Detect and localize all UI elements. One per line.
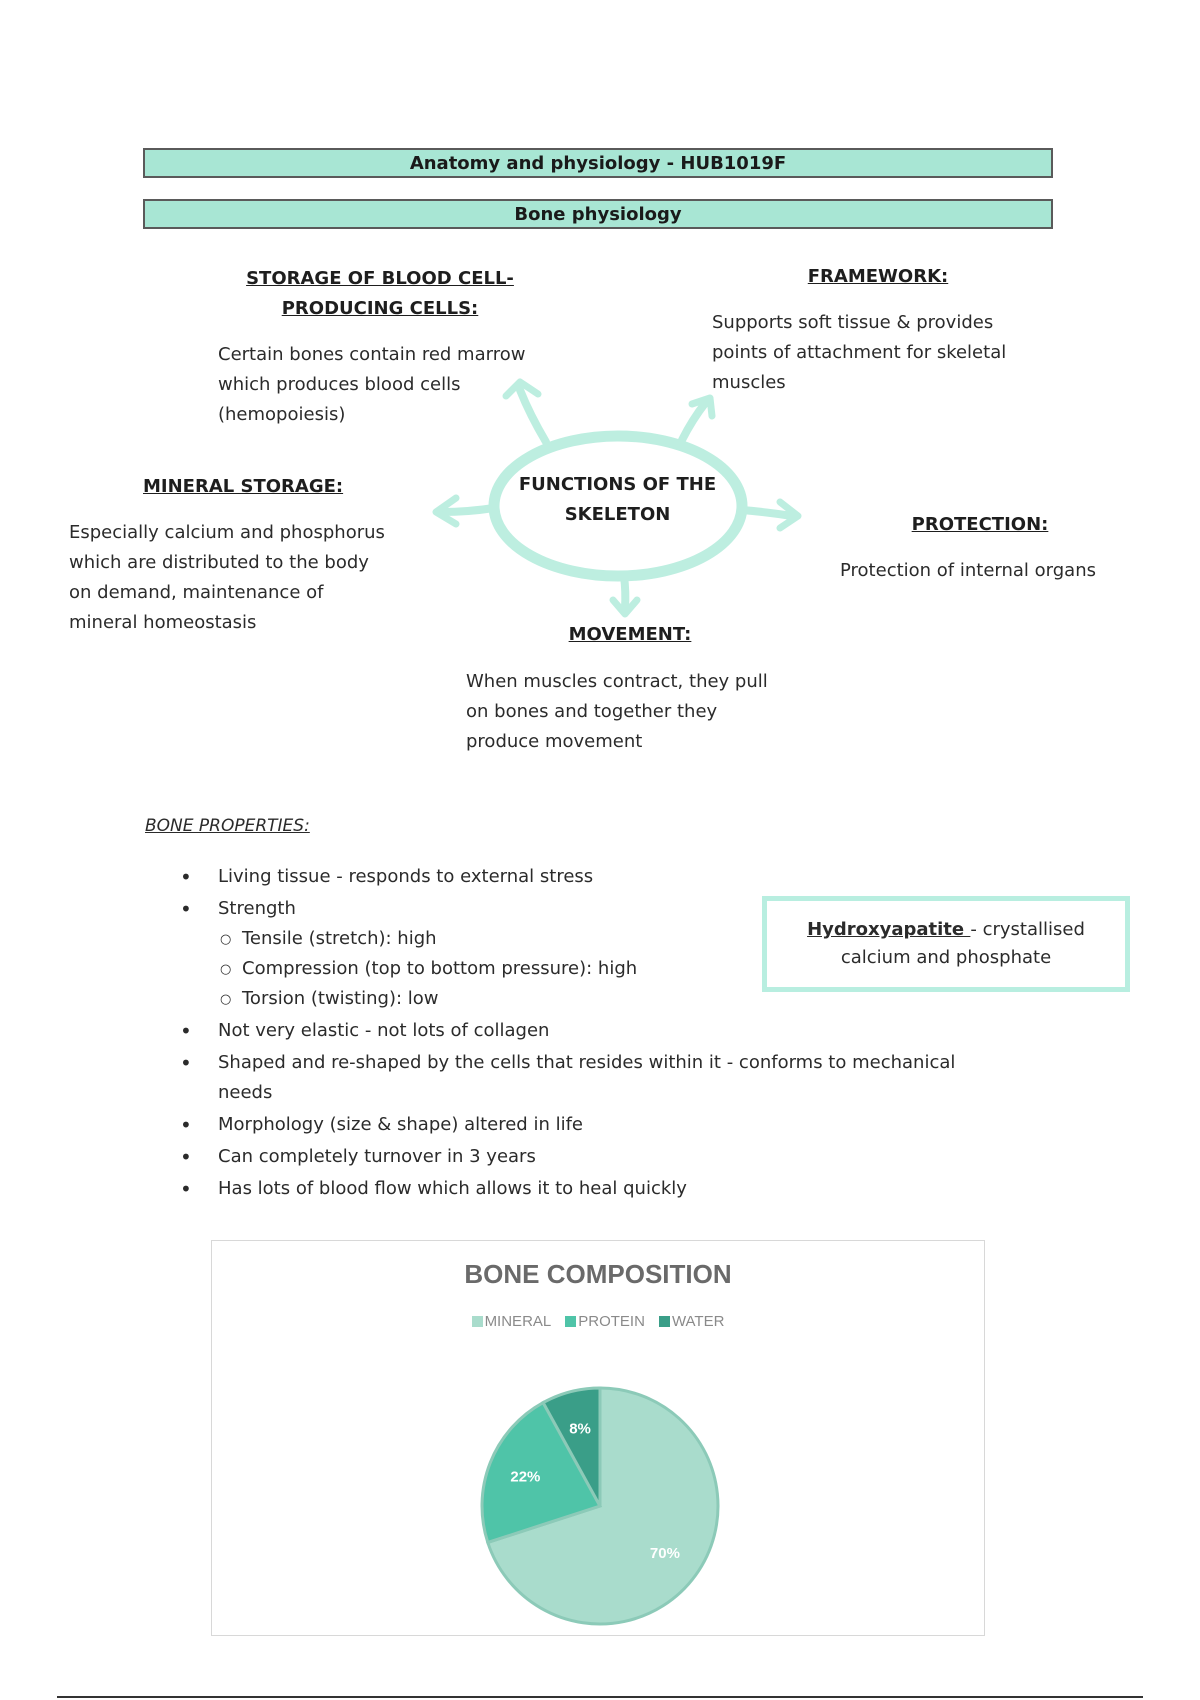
hydroxyapatite-term: Hydroxyapatite bbox=[807, 919, 971, 940]
movement-heading: MOVEMENT: bbox=[568, 624, 692, 645]
course-title-bar bbox=[143, 148, 1053, 178]
storage-heading-line2: PRODUCING CELLS: bbox=[281, 298, 479, 319]
list-item: • Has lots of blood flow which allows it to heal quickly bbox=[170, 1174, 1040, 1204]
sublist-item: ○ Compression (top to bottom pressure): high bbox=[170, 954, 1040, 984]
list-item: • Morphology (size & shape) altered in life bbox=[170, 1110, 1040, 1140]
sublist-item: ○ Torsion (twisting): low bbox=[170, 984, 1040, 1014]
legend-label: PROTEIN bbox=[578, 1313, 645, 1330]
sublist-item: ○ Tensile (stretch): high bbox=[170, 924, 1040, 954]
movement-text-line1: When muscles contract, they pull bbox=[466, 671, 768, 692]
storage-heading-line1: STORAGE OF BLOOD CELL- bbox=[246, 268, 514, 289]
framework-text-line2: points of attachment for skeletal bbox=[712, 342, 1007, 363]
list-item-continuation: needs bbox=[218, 1082, 273, 1103]
movement-text-line3: produce movement bbox=[466, 731, 643, 752]
pie-data-label: 22% bbox=[510, 1468, 541, 1486]
page-bottom-rule bbox=[57, 1696, 1143, 1698]
protection-heading: PROTECTION: bbox=[911, 514, 1049, 535]
mineral-text-line3: on demand, maintenance of bbox=[69, 582, 324, 603]
pie-chart-svg bbox=[212, 1241, 986, 1637]
framework-heading: FRAMEWORK: bbox=[807, 266, 949, 287]
mineral-text-line1: Especially calcium and phosphorus bbox=[69, 522, 385, 543]
list-item: • Can completely turnover in 3 years bbox=[170, 1142, 1040, 1172]
framework-text-line3: muscles bbox=[712, 372, 786, 393]
protection-text: Protection of internal organs bbox=[840, 560, 1096, 581]
storage-text-line3: (hemopoiesis) bbox=[218, 404, 346, 425]
hydroxyapatite-definition-line2: calcium and phosphate bbox=[840, 947, 1052, 968]
mineral-storage-heading: MINERAL STORAGE: bbox=[143, 476, 344, 497]
storage-text-line2: which produces blood cells bbox=[218, 374, 461, 395]
mineral-text-line2: which are distributed to the body bbox=[69, 552, 369, 573]
storage-text-line1: Certain bones contain red marrow bbox=[218, 344, 526, 365]
list-item: • Living tissue - responds to external stress bbox=[170, 862, 1040, 892]
arrow-upper-right bbox=[682, 402, 706, 440]
arrow-upper-left bbox=[520, 390, 546, 442]
framework-text-line1: Supports soft tissue & provides bbox=[712, 312, 994, 333]
arrow-right bbox=[742, 510, 792, 516]
course-title: Anatomy and physiology - HUB1019F bbox=[409, 152, 787, 174]
list-item: • Not very elastic - not lots of collagen bbox=[170, 1016, 1040, 1046]
arrow-left bbox=[442, 508, 494, 512]
hydroxyapatite-definition-line1: - crystallised bbox=[970, 919, 1085, 940]
pie-data-label: 8% bbox=[569, 1420, 591, 1438]
bone-composition-chart bbox=[211, 1240, 985, 1636]
topic-title: Bone physiology bbox=[514, 203, 682, 225]
chart-title: BONE COMPOSITION bbox=[464, 1259, 732, 1289]
list-item: • Shaped and re-shaped by the cells that resides within it - conforms to mechanical bbox=[170, 1048, 1040, 1078]
mineral-text-line4: mineral homeostasis bbox=[69, 612, 257, 633]
arrow-down bbox=[624, 576, 625, 608]
strength-label: Strength bbox=[218, 898, 296, 919]
mindmap-center-label: FUNCTIONS OF THE SKELETON bbox=[518, 474, 717, 525]
topic-title-bar bbox=[143, 199, 1053, 229]
legend-label: WATER bbox=[671, 1313, 725, 1330]
bone-properties-heading: BONE PROPERTIES: bbox=[145, 816, 310, 836]
legend-label: MINERAL bbox=[484, 1313, 552, 1330]
hydroxyapatite-callout bbox=[762, 896, 1130, 992]
pie-data-label: 70% bbox=[649, 1545, 680, 1563]
movement-text-line2: on bones and together they bbox=[466, 701, 718, 722]
